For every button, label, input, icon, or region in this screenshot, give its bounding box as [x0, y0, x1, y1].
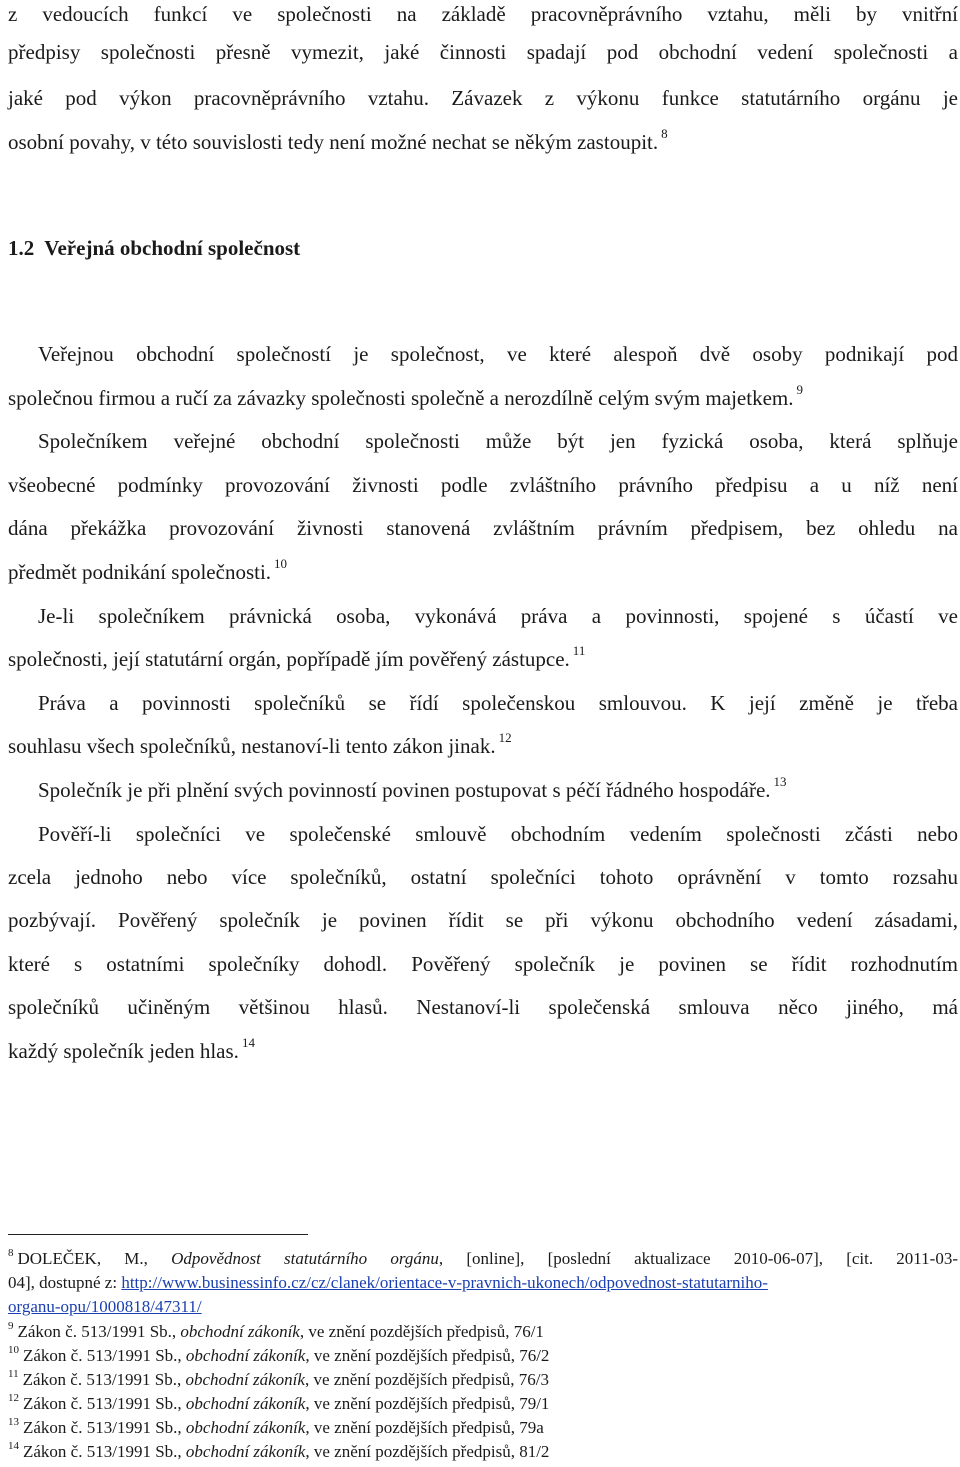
footnote-title: Odpovědnost statutárního orgánu: [171, 1249, 439, 1268]
footnote-9: [8, 1321, 958, 1343]
paragraph-line: pozbývají. Pověřený společník je povinen řídit se při výkonu obchodního vedení zásadami,: [8, 908, 958, 932]
footnote-ref[interactable]: 10: [274, 556, 288, 571]
intro-line-last: [8, 128, 958, 156]
footnote-law: Zákon č. 513/1991 Sb.,: [23, 1394, 182, 1413]
footnote-tail: , ve znění pozdějších předpisů, 79a: [305, 1418, 544, 1437]
footnote-ref[interactable]: 8: [661, 126, 668, 141]
paragraph-line-last: [8, 1037, 958, 1065]
footnote-ref[interactable]: 14: [241, 1035, 255, 1050]
paragraph-text: souhlasu všech společníků, nestanoví-li tento zákon jinak.: [8, 734, 496, 758]
footnote-10: [8, 1345, 958, 1367]
paragraph-line: všeobecné podmínky provozování živnosti podle zvláštního právního předpisu a u níž není: [8, 473, 958, 497]
footnote-number: 13: [8, 1416, 19, 1428]
intro-line: z vedoucích funkcí ve společnosti na základě pracovněprávního vztahu, měli by vnitřní: [8, 2, 958, 26]
footnote-8: [8, 1248, 958, 1270]
paragraph-line-last: [8, 732, 958, 760]
footnote-url[interactable]: http://www.businessinfo.cz/cz/clanek/orientace-v-pravnich-ukonech/odpovednost-statutarniho-: [121, 1273, 768, 1292]
footnote-url[interactable]: organu-opu/1000818/47311/: [8, 1297, 202, 1316]
footnote-8-line2: [8, 1272, 958, 1294]
section-heading: [8, 233, 300, 263]
footnote-tail: , ve znění pozdějších předpisů, 81/2: [305, 1442, 550, 1461]
paragraph-line-last: [8, 384, 958, 412]
paragraph-line-last: [38, 776, 958, 804]
footnote-text: , [online], [poslední aktualizace 2010-06-07], [cit. 2011-03-: [438, 1249, 958, 1268]
footnote-13: [8, 1417, 958, 1439]
footnote-12: [8, 1393, 958, 1415]
footnote-law: Zákon č. 513/1991 Sb.,: [17, 1322, 177, 1341]
footnote-number: 10: [8, 1344, 19, 1356]
footnote-ref[interactable]: 13: [773, 774, 787, 789]
intro-text: osobní povahy, v této souvislosti tedy není možné nechat se někým zastoupit.: [8, 130, 659, 154]
footnote-text: 04], dostupné z:: [8, 1273, 122, 1292]
footnote-law: Zákon č. 513/1991 Sb.,: [23, 1418, 182, 1437]
footnote-number: 14: [8, 1440, 19, 1452]
intro-line: předpisy společnosti přesně vymezit, jaké činnosti spadají pod obchodní vedení společnosti a: [8, 40, 958, 64]
footnote-8-line3: [8, 1296, 958, 1318]
paragraph-text: společnou firmou a ručí za závazky společnosti společně a nerozdílně celým svým majetkem.: [8, 386, 794, 410]
footnote-law: Zákon č. 513/1991 Sb.,: [22, 1370, 182, 1389]
paragraph-text: Společník je při plnění svých povinností povinen postupovat s péčí řádného hospodáře.: [38, 778, 771, 802]
footnote-code: obchodní zákoník: [185, 1442, 306, 1461]
paragraph-text: společnosti, její statutární orgán, popřípadě jím pověřený zástupce.: [8, 647, 570, 671]
paragraph-line: Společníkem veřejné obchodní společnosti může být jen fyzická osoba, která splňuje: [38, 429, 958, 453]
footnote-code: obchodní zákoník: [185, 1370, 305, 1389]
footnote-author: DOLEČEK, M.,: [17, 1249, 148, 1268]
paragraph-line: které s ostatními společníky dohodl. Pověřený společník je povinen se řídit rozhodnutím: [8, 952, 958, 976]
footnote-11: [8, 1369, 958, 1391]
paragraph-line-last: [8, 645, 958, 673]
footnote-tail: , ve znění pozdějších předpisů, 76/3: [304, 1370, 550, 1389]
paragraph-text: předmět podnikání společnosti.: [8, 560, 272, 584]
paragraph-line: dána překážka provozování živnosti stanovená zvláštním právním předpisem, bez ohledu na: [8, 516, 958, 540]
paragraph-line: Veřejnou obchodní společností je společnost, ve které alespoň dvě osoby podnikají pod: [38, 342, 958, 366]
footnote-14: [8, 1441, 958, 1463]
footnote-number: 11: [8, 1368, 19, 1380]
footnote-law: Zákon č. 513/1991 Sb.,: [23, 1442, 182, 1461]
footnote-tail: , ve znění pozdějších předpisů, 76/1: [299, 1322, 544, 1341]
paragraph-line: zcela jednoho nebo více společníků, ostatní společníci tohoto oprávnění v tomto rozsahu: [8, 865, 958, 889]
section-title: Veřejná obchodní společnost: [44, 236, 301, 260]
footnote-number: 12: [8, 1392, 19, 1404]
footnote-ref[interactable]: 9: [796, 382, 803, 397]
intro-line: jaké pod výkon pracovněprávního vztahu. Závazek z výkonu funkce statutárního orgánu je: [8, 86, 958, 110]
footnote-ref[interactable]: 11: [572, 643, 586, 658]
footnote-number: 9: [8, 1320, 14, 1332]
footnote-number: 8: [8, 1247, 14, 1259]
footnote-code: obchodní zákoník: [180, 1322, 300, 1341]
footnote-ref[interactable]: 12: [498, 730, 512, 745]
paragraph-line-last: [8, 558, 958, 586]
paragraph-line: společníků učiněným většinou hlasů. Nestanoví-li společenská smlouva něco jiného, má: [8, 995, 958, 1019]
footnote-code: obchodní zákoník: [185, 1394, 306, 1413]
footnote-law: Zákon č. 513/1991 Sb.,: [23, 1346, 182, 1365]
footnote-code: obchodní zákoník: [185, 1418, 306, 1437]
paragraph-text: každý společník jeden hlas.: [8, 1039, 239, 1063]
paragraph-line: Práva a povinnosti společníků se řídí společenskou smlouvou. K její změně je třeba: [38, 691, 958, 715]
paragraph-line: Pověří-li společníci ve společenské smlouvě obchodním vedením společnosti zčásti nebo: [38, 822, 958, 846]
footnote-code: obchodní zákoník: [185, 1346, 306, 1365]
footnote-tail: , ve znění pozdějších předpisů, 79/1: [305, 1394, 550, 1413]
section-number: 1.2: [8, 236, 35, 260]
footnote-tail: , ve znění pozdějších předpisů, 76/2: [305, 1346, 550, 1365]
paragraph-line: Je-li společníkem právnická osoba, vykonává práva a povinnosti, spojené s účastí ve: [38, 604, 958, 628]
footnote-separator: [8, 1234, 308, 1235]
